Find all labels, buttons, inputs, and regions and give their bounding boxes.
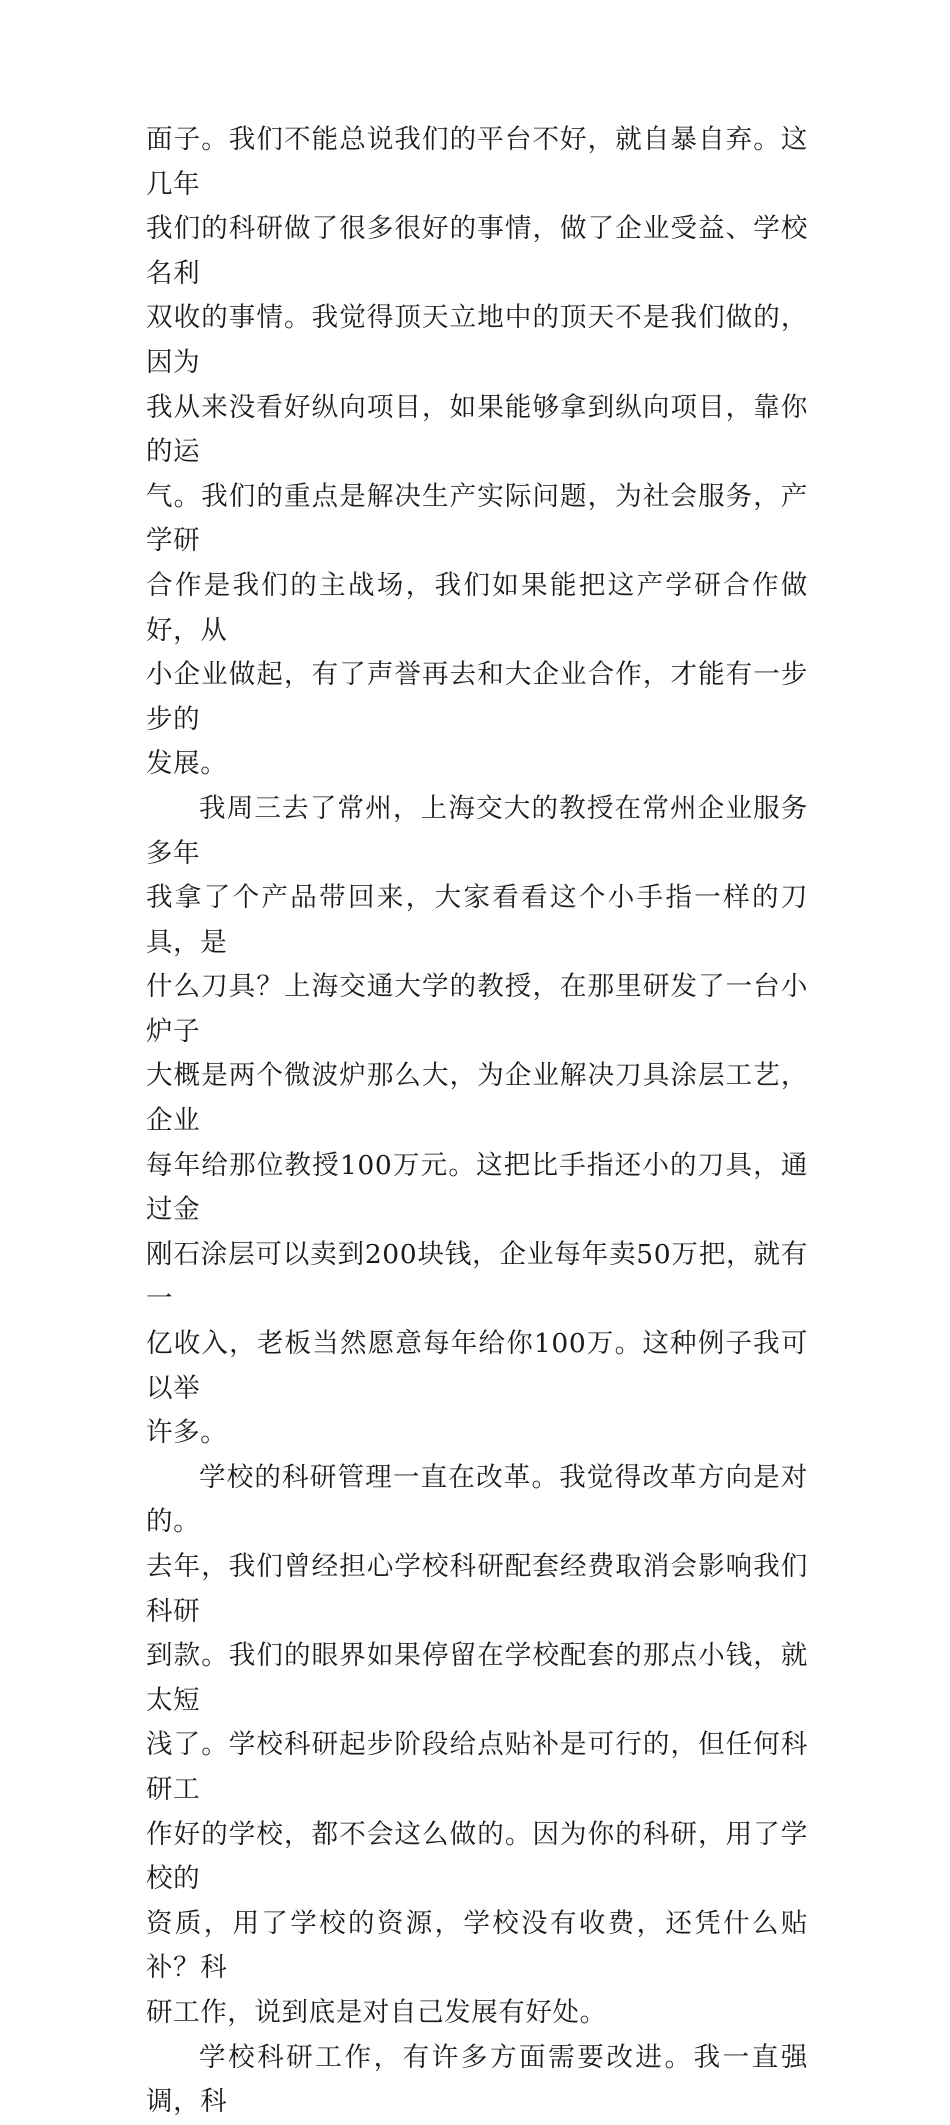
text-line: 作好的学校，都不会这么做的。因为你的科研，用了学校的 xyxy=(146,1818,808,1895)
paragraph-1 xyxy=(146,118,808,787)
text-line: 每年给那位教授100万元。这把比手指还小的刀具，通过金 xyxy=(146,1149,808,1226)
text-line: 我从来没看好纵向项目，如果能够拿到纵向项目，靠你的运 xyxy=(146,391,808,468)
text-line: 面子。我们不能总说我们的平台不好，就自暴自弃。这几年 xyxy=(146,124,808,200)
text-line: 刚石涂层可以卖到200块钱，企业每年卖50万把，就有一 xyxy=(146,1238,808,1315)
text-line: 双收的事情。我觉得顶天立地中的顶天不是我们做的，因为 xyxy=(146,302,808,378)
text-line: 大概是两个微波炉那么大，为企业解决刀具涂层工艺，企业 xyxy=(146,1060,808,1137)
text-line: 什么刀具？上海交通大学的教授，在那里研发了一台小炉子 xyxy=(146,971,808,1047)
text-line: 学校科研工作，有许多方面需要改进。我一直强调，科 xyxy=(146,2041,808,2118)
paragraph-2 xyxy=(146,787,808,1456)
text-line: 亿收入，老板当然愿意每年给你100万。这种例子我可以举 xyxy=(146,1328,808,1404)
text-line: 气。我们的重点是解决生产实际问题，为社会服务，产学研 xyxy=(146,480,808,557)
text-line: 合作是我们的主战场，我们如果能把这产学研合作做好，从 xyxy=(146,569,808,646)
text-line: 去年，我们曾经担心学校科研配套经费取消会影响我们科研 xyxy=(146,1551,808,1627)
text-line: 学校的科研管理一直在改革。我觉得改革方向是对的。 xyxy=(146,1461,808,1538)
text-line: 研工作，说到底是对自己发展有好处。 xyxy=(146,1996,607,2028)
paragraph-4 xyxy=(146,2036,808,2125)
text-line: 浅了。学校科研起步阶段给点贴补是可行的，但任何科研工 xyxy=(146,1729,808,1805)
text-line: 到款。我们的眼界如果停留在学校配套的那点小钱，就太短 xyxy=(146,1640,808,1716)
text-line: 我们的科研做了很多很好的事情，做了企业受益、学校名利 xyxy=(146,213,808,289)
document-body xyxy=(146,118,808,2125)
paragraph-3 xyxy=(146,1456,808,2036)
text-line: 许多。 xyxy=(146,1417,228,1449)
text-line: 资质，用了学校的资源，学校没有收费，还凭什么贴补？科 xyxy=(146,1907,808,1984)
text-line: 发展。 xyxy=(146,748,228,780)
text-line: 小企业做起，有了声誉再去和大企业合作，才能有一步步的 xyxy=(146,659,808,735)
text-line: 我周三去了常州，上海交大的教授在常州企业服务多年 xyxy=(146,792,808,869)
text-line: 我拿了个产品带回来，大家看看这个小手指一样的刀具，是 xyxy=(146,882,808,958)
